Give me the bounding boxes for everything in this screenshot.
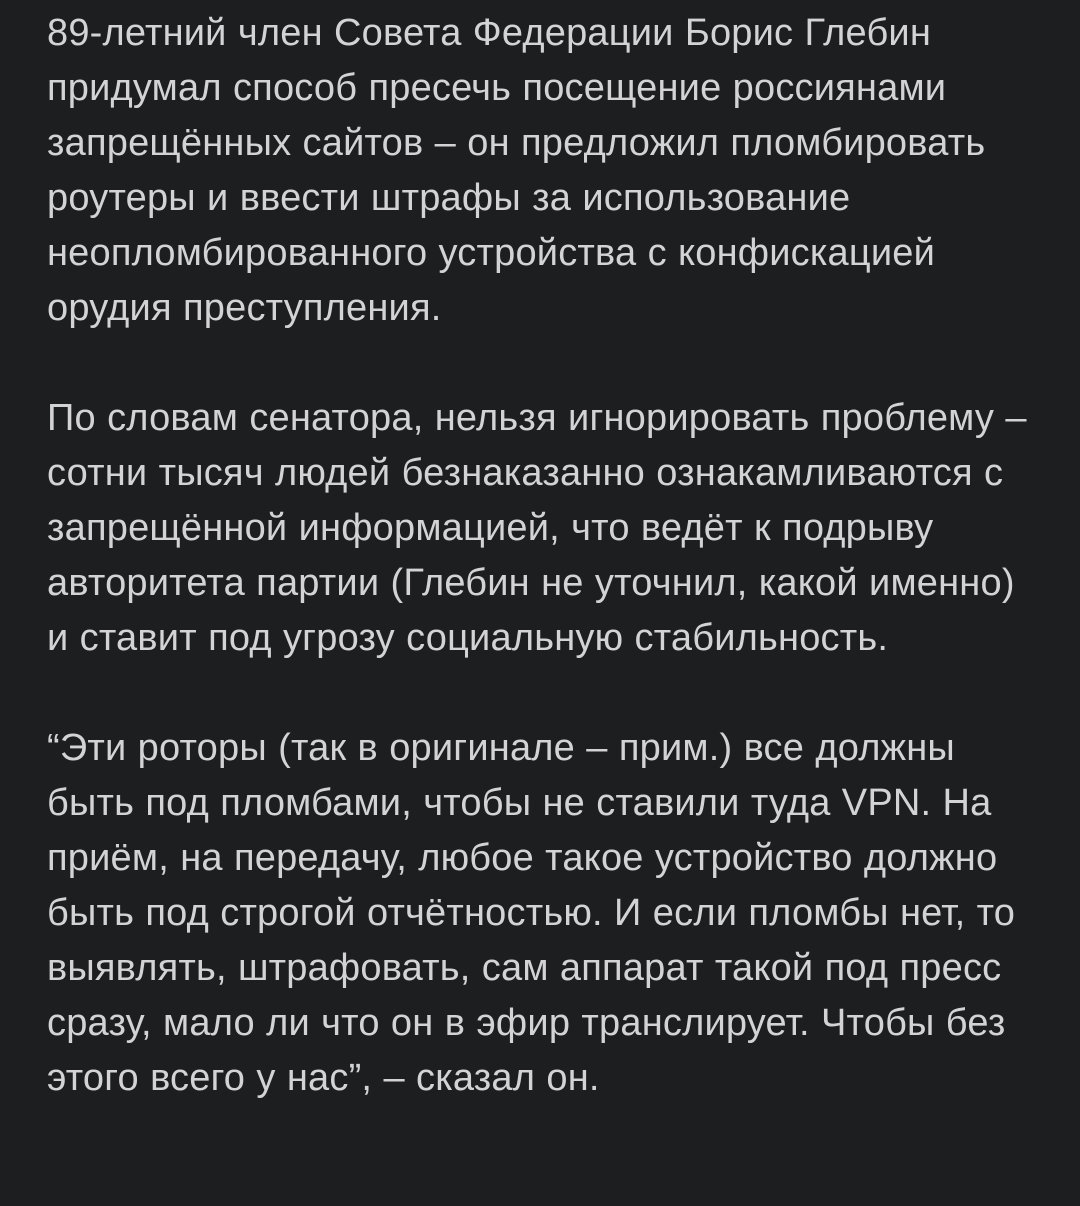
- message-paragraph-1: 89-летний член Совета Федерации Борис Глебин придумал способ пресечь посещение россиянами запрещённых сайтов – он предложил пломбировать роутеры и ввести штрафы за использование неопломбированного устройства с конфискацией орудия преступления.: [47, 12, 986, 329]
- message-body: [47, 6, 1033, 1106]
- message-paragraph-3: “Эти роторы (так в оригинале – прим.) все должны быть под пломбами, чтобы не ставили туда VPN. На приём, на передачу, любое такое устройство должно быть под строгой отчётностью. И если пломбы нет, то выявлять, штрафовать, сам аппарат такой под пресс сразу, мало ли что он в эфир транслирует. Чтобы без этого всего у нас”, – сказал он.: [47, 727, 1016, 1099]
- message-paragraph-2: По словам сенатора, нельзя игнорировать проблему – сотни тысяч людей безнаказанно ознакамливаются с запрещённой информацией, что ведёт к подрыву авторитета партии (Глебин не уточнил, какой именно) и ставит под угрозу социальную стабильность.: [47, 397, 1027, 659]
